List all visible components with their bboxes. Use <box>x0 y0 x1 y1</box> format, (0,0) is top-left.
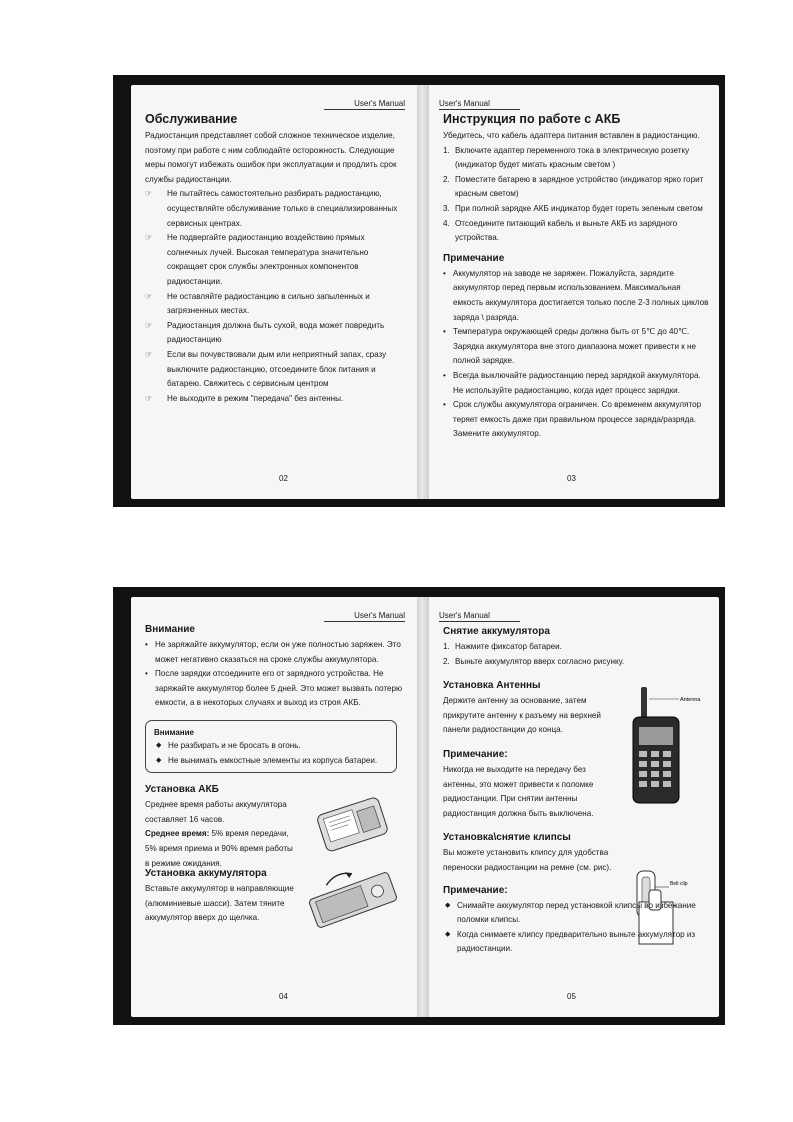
page-number: 05 <box>567 992 576 1001</box>
page-header: User's Manual <box>324 611 405 622</box>
note-heading: Примечание <box>443 252 505 264</box>
pointing-hand-icon: ☞ <box>145 393 153 403</box>
page-04: User's Manual Внимание • Не заряжайте аккумулятор, если он уже полностью заряжен. Это может негативно сказаться на сроке службы аккумулятора. • После зарядки отсоедините его от зарядного устройства. Не заряжайте аккумулятор более 5 дней. Это может вызвать потерю емкости, а в некоторых случаях и выход из строя АКБ. Внимание ◆ Не разбирать и не бросать в огонь. ◆ Не вынимать емкостные элементы из корпуса батареи. Установка АКБ Среднее время работы аккумулятора составляет 16 часов. Среднее время: 5% время передачи, 5% время приема и 90% время работы в режиме ожидания. Установка аккумулятора Вставьте аккумулятор в направляющие (алюминиевые шасси). Затем тяните аккумулятор вверх до щелчка. 04 <box>131 597 417 1017</box>
page-title: Инструкция по работе с АКБ <box>443 112 621 126</box>
scan-bottom <box>113 587 725 1025</box>
list-item: ☞ Не оставляйте радиостанцию в сильно запыленных и загрязненных местах. <box>145 291 370 316</box>
list-item: 1. Нажмите фиксатор батареи. <box>443 642 562 651</box>
list-item: ◆ Когда снимаете клипсу предварительно выньте аккумулятор из радиостанции. <box>445 929 696 954</box>
page-title: Внимание <box>145 624 195 635</box>
note-heading: Примечание: <box>443 884 508 896</box>
list-item: 1. Включите адаптер переменного тока в электрическую розетку (индикатор будет мигать красным светом ) <box>443 145 690 170</box>
box-list <box>154 739 388 768</box>
list-item: 2. Поместите батарею в зарядное устройство (индикатор ярко горит красным светом) <box>443 174 704 199</box>
list-item: ☞ Не пытайтесь самостоятельно разбирать радиостанцию, осуществляйте обслуживание только в специализированных сервисных центрах. <box>145 189 398 228</box>
bullet-icon: • <box>443 268 446 278</box>
section-heading: Установка Антенны <box>443 680 541 692</box>
list-item: • Аккумулятор на заводе не заряжен. Пожалуйста, зарядите аккумулятор перед первым использованием. Максимальная емкость аккумулятора достигается только после 2-3 полных циклов заряда \ разряда. <box>443 268 709 322</box>
page-title: Обслуживание <box>145 112 238 126</box>
list-item: ☞ Радиостанция должна быть сухой, вода может повредить радиостанцию <box>145 320 385 345</box>
section-heading: Снятие аккумулятора <box>443 626 550 637</box>
page-05: User's Manual Снятие аккумулятора 1. Нажмите фиксатор батареи. 2. Выньте аккумулятор вверх согласно рисунку. Установка Антенны Держите антенну за основание, затем прикрутите антенну к разъему на верхней панели радиостанции до конца. Примечание: Никогда не выходите на передачу без антенны, это может привести к поломке радиостанции. При снятии антенны радиостанция должна быть выключена. Установка\снятие клипсы Вы можете установить клипсу для удобства переноски радиостанции на ремне (см. рис). Antenna Belt clip Примечание: ◆ Снимайте аккумулятор перед установкой клипсы во избежание поломки клипсы. ◆ Когда снимаете клипсу предварительно выньте аккумулятор из радиостанции. 05 <box>429 597 719 1017</box>
belt-clip-callout-label: Belt clip <box>670 881 688 888</box>
list-item: ◆ Снимайте аккумулятор перед установкой клипсы во избежание поломки клипсы. <box>445 900 696 925</box>
warning-box <box>145 720 397 773</box>
section-heading: Установка АКБ <box>145 784 219 796</box>
bullet-icon: • <box>443 400 446 410</box>
pointing-hand-icon: ☞ <box>145 189 153 199</box>
bullet-icon: • <box>443 327 446 337</box>
antenna-callout-label: Antenna <box>680 697 701 704</box>
charging-steps <box>443 144 709 246</box>
section-heading: Установка\снятие клипсы <box>443 832 571 844</box>
page-number: 03 <box>567 474 576 483</box>
page-header: User's Manual <box>324 99 405 110</box>
intro-text: Радиостанция представляет собой сложное техническое изделие, поэтому при работе с ним соблюдайте осторожность. Следующие меры помогут избежать ошибок при эксплуатации и продлить срок службы радиостанции. <box>145 131 397 184</box>
battery-pack-illustration <box>309 791 399 861</box>
note-heading: Примечание: <box>443 748 508 760</box>
box-heading: Внимание <box>154 727 194 737</box>
list-item: ☞ Не подвергайте радиостанцию воздействию прямых солнечных лучей. Высокая температура значительно сокращает срок службы электронных компонентов радиостанции. <box>145 233 369 286</box>
page-number: 02 <box>279 474 288 483</box>
section-heading: Установка аккумулятора <box>145 868 267 880</box>
page-header: User's Manual <box>439 611 520 622</box>
battery-mount-illustration <box>303 863 403 937</box>
maintenance-list <box>145 187 407 406</box>
radio-antenna-illustration <box>621 687 711 807</box>
bullet-icon: • <box>443 370 446 380</box>
pointing-hand-icon: ☞ <box>145 349 153 359</box>
diamond-icon: ◆ <box>445 901 451 909</box>
note-list <box>443 267 709 442</box>
diamond-icon: ◆ <box>156 741 162 749</box>
pointing-hand-icon: ☞ <box>145 233 153 243</box>
diamond-icon: ◆ <box>445 930 451 938</box>
list-item: • Температура окружающей среды должна быть от 5℃ до 40℃. Зарядка аккумулятора вне этого диапазона может привести к не полной зарядке. <box>443 327 696 366</box>
list-item: • Всегда выключайте радиостанцию перед зарядкой аккумулятора. Не используйте радиостанцию, когда идет процесс зарядки. <box>443 370 701 395</box>
list-item: • Срок службы аккумулятора ограничен. Со временем аккумулятор теряет емкость даже при правильном процессе заряда/разряда. Замените аккумулятор. <box>443 400 702 439</box>
diamond-icon: ◆ <box>156 756 162 764</box>
page-number: 04 <box>279 992 288 1001</box>
page-02 <box>131 85 417 499</box>
scan-top <box>113 75 725 507</box>
remove-steps <box>443 640 709 669</box>
list-item: ☞ Не выходите в режим "передача" без антенны. <box>145 392 407 407</box>
list-item: 4. Отсоедините питающий кабель и выньте АКБ из зарядного устройства. <box>443 218 678 243</box>
intro-text: Убедитесь, что кабель адаптера питания вставлен в радиостанцию. <box>443 131 700 140</box>
book-gutter <box>417 85 429 499</box>
pointing-hand-icon: ☞ <box>145 320 153 330</box>
list-item: • После зарядки отсоедините его от зарядного устройства. Не заряжайте аккумулятор более 5 дней. Это может вызвать потерю емкости, а в некоторых случаях и выход из строя АКБ. <box>145 669 403 708</box>
book-gutter <box>417 597 429 1017</box>
warning-list <box>145 638 407 711</box>
page-03 <box>429 85 719 499</box>
page-header: User's Manual <box>439 99 520 110</box>
pointing-hand-icon: ☞ <box>145 291 153 301</box>
bullet-icon: • <box>145 640 148 649</box>
list-item: 3. При полной зарядке АКБ индикатор будет гореть зеленым светом <box>443 203 703 213</box>
list-item: • Не заряжайте аккумулятор, если он уже полностью заряжен. Это может негативно сказаться на сроке службы аккумулятора. <box>145 640 401 664</box>
note-list <box>443 899 719 957</box>
list-item: ◆ Не вынимать емкостные элементы из корпуса батареи. <box>154 754 388 769</box>
list-item: 2. Выньте аккумулятор вверх согласно рисунку. <box>443 656 625 666</box>
list-item: ◆ Не разбирать и не бросать в огонь. <box>154 739 388 754</box>
list-item: ☞ Если вы почувствовали дым или неприятный запах, сразу выключите радиостанцию, отсоедините блок питания и батарею. Свяжитесь с сервисным центром <box>145 349 387 389</box>
bullet-icon: • <box>145 669 148 679</box>
